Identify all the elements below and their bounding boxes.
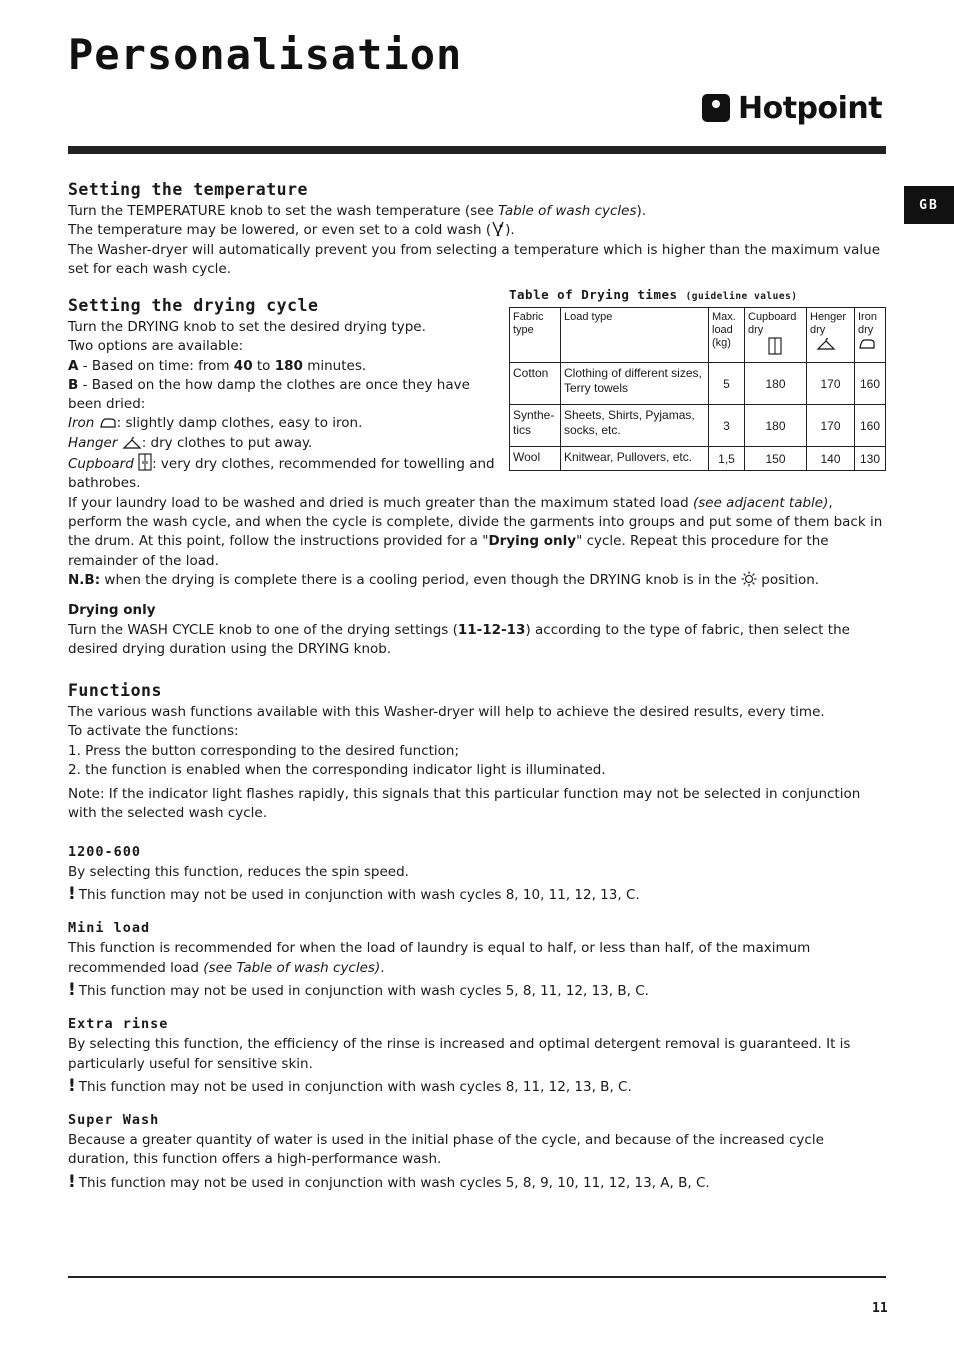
off-position-icon [741,571,757,587]
brand-name: Hotpoint [738,90,883,126]
drying-option-b: B - Based on the how damp the clothes are once they have been dried: [68,376,470,413]
cell-fabric: Wool [510,447,561,471]
functions-step-2: 2. the function is enabled when the corresponding indicator light is illuminated. [68,761,606,778]
functions-note: Note: If the indicator light flashes rapidly, this signals that this particular function may not be selected in conjunction with the selected wash cycle. [68,786,861,822]
footer-rule [68,1276,886,1278]
cell-load: Clothing of different sizes, Terry towels [561,363,709,405]
drying-intro-1: Turn the DRYING knob to set the desired drying type. [68,319,426,335]
hanger-icon [816,337,836,351]
drying-times-table [509,307,886,471]
extra-rinse-heading: Extra rinse [68,1016,169,1033]
spin-warning: ! This function may not be used in conjunction with wash cycles 8, 10, 11, 12, 13, C. [68,884,640,905]
cupboard-icon [138,453,152,471]
warning-icon: ! [68,884,76,905]
functions-section [68,680,886,1193]
mini-load-text: This function is recommended for when the load of laundry is equal to half, or less than half, of the maximum recommended load (see Table of wash cycles). [68,940,811,976]
hanger-icon [122,436,142,450]
header-rule [68,146,886,154]
drying-intro-2: Two options are available: [68,338,244,355]
drying-left-column [68,318,506,453]
temperature-heading: Setting the temperature [68,180,308,199]
cell-load: Sheets, Shirts, Pyjamas, socks, etc. [561,405,709,447]
drying-option-a: A - Based on time: from 40 to 180 minutes. [68,357,367,374]
language-tab: GB [904,186,954,224]
iron-icon [858,337,876,351]
cell-cupboard: 180 [745,405,807,447]
cupboard-icon [768,337,782,355]
super-wash-heading: Super Wash [68,1112,160,1129]
cell-fabric: Cotton [510,363,561,405]
mini-load-heading: Mini load [68,920,151,937]
table-header-row [510,308,886,363]
spin-text: By selecting this function, reduces the spin speed. [68,863,409,880]
hotpoint-logo-icon [702,94,730,122]
temperature-section [68,179,886,279]
page-number: 11 [872,1301,888,1316]
table-row [510,363,886,405]
warning-icon: ! [68,1171,76,1192]
cell-cupboard: 180 [745,363,807,405]
cold-wash-icon [491,221,505,237]
warning-icon: ! [68,979,76,1000]
warning-icon: ! [68,1075,76,1096]
header-fabric: Fabric type [510,308,561,363]
header-load: Load type [561,308,709,363]
drying-cupboard-line: Cupboard : very dry clothes, recommended for towelling and bathrobes. [68,453,506,494]
cell-iron: 160 [855,363,886,405]
cell-max: 5 [709,363,745,405]
table-row [510,447,886,471]
page-title: Personalisation [68,30,463,79]
functions-activate: To activate the functions: [68,723,239,740]
temperature-para-3: The Washer-dryer will automatically prevent you from selecting a temperature which is higher than the maximum value set for each wash cycle. [68,241,881,277]
cell-iron: 130 [855,447,886,471]
drying-only-para: Turn the WASH CYCLE knob to one of the drying settings (11-12-13) according to the type of fabric, then select the desired drying duration using the DRYING knob. [68,622,850,658]
drying-iron-line: Iron : slightly damp clothes, easy to iron. [68,415,363,432]
drying-times-table-block [509,287,887,471]
iron-icon [99,416,117,430]
cell-hanger: 170 [807,405,855,447]
cell-iron: 160 [855,405,886,447]
header-iron: Iron dry [855,308,886,363]
drying-hanger-line: Hanger : dry clothes to put away. [68,434,313,451]
mini-load-warning: ! This function may not be used in conjunction with wash cycles 5, 8, 11, 12, 13, B, C. [68,979,649,1000]
cell-max: 3 [709,405,745,447]
drying-heading: Setting the drying cycle [68,296,319,315]
spin-heading: 1200-600 [68,843,142,860]
table-row [510,405,886,447]
drying-nb-para: N.B: when the drying is complete there is a cooling period, even though the DRYING knob is in the position. [68,571,820,588]
cell-max: 1,5 [709,447,745,471]
brand-logo [702,88,882,128]
functions-heading: Functions [68,681,162,700]
drying-table-caption: Table of Drying times (guideline values) [509,287,798,302]
super-wash-warning: ! This function may not be used in conjunction with wash cycles 5, 8, 9, 10, 11, 12, 13, A, B, C. [68,1171,710,1192]
functions-step-1: 1. Press the button corresponding to the desired function; [68,742,460,759]
cell-hanger: 140 [807,447,855,471]
cell-fabric: Synthe-tics [510,405,561,447]
header-hanger: Henger dry [807,308,855,363]
temperature-para-2: The temperature may be lowered, or even set to a cold wash ( ). [68,222,515,239]
extra-rinse-text: By selecting this function, the efficiency of the rinse is increased and optimal detergent removal is guaranteed. It is particularly useful for sensitive skin. [68,1036,851,1072]
super-wash-text: Because a greater quantity of water is used in the initial phase of the cycle, and because of the increased cycle duration, this function offers a high-performance wash. [68,1132,824,1168]
functions-intro: The various wash functions available with this Washer-dryer will help to achieve the desired results, every time. [68,704,825,720]
header-cupboard: Cupboard dry [745,308,807,363]
cell-cupboard: 150 [745,447,807,471]
temperature-para-1: Turn the TEMPERATURE knob to set the wash temperature (see Table of wash cycles). [68,203,647,219]
drying-overload-para: If your laundry load to be washed and dried is much greater than the maximum stated load (see adjacent table), perform the wash cycle, and when the cycle is complete, divide the garments into groups and put some of them back in the drum. At this point, follow the instructions provided for a "Drying only" cycle. Repeat this procedure for the remainder of the load. [68,494,883,569]
drying-only-heading: Drying only [68,602,156,619]
extra-rinse-warning: ! This function may not be used in conjunction with wash cycles 8, 11, 12, 13, B, C. [68,1075,632,1096]
cell-hanger: 170 [807,363,855,405]
header-max-load: Max. load (kg) [709,308,745,363]
cell-load: Knitwear, Pullovers, etc. [561,447,709,471]
